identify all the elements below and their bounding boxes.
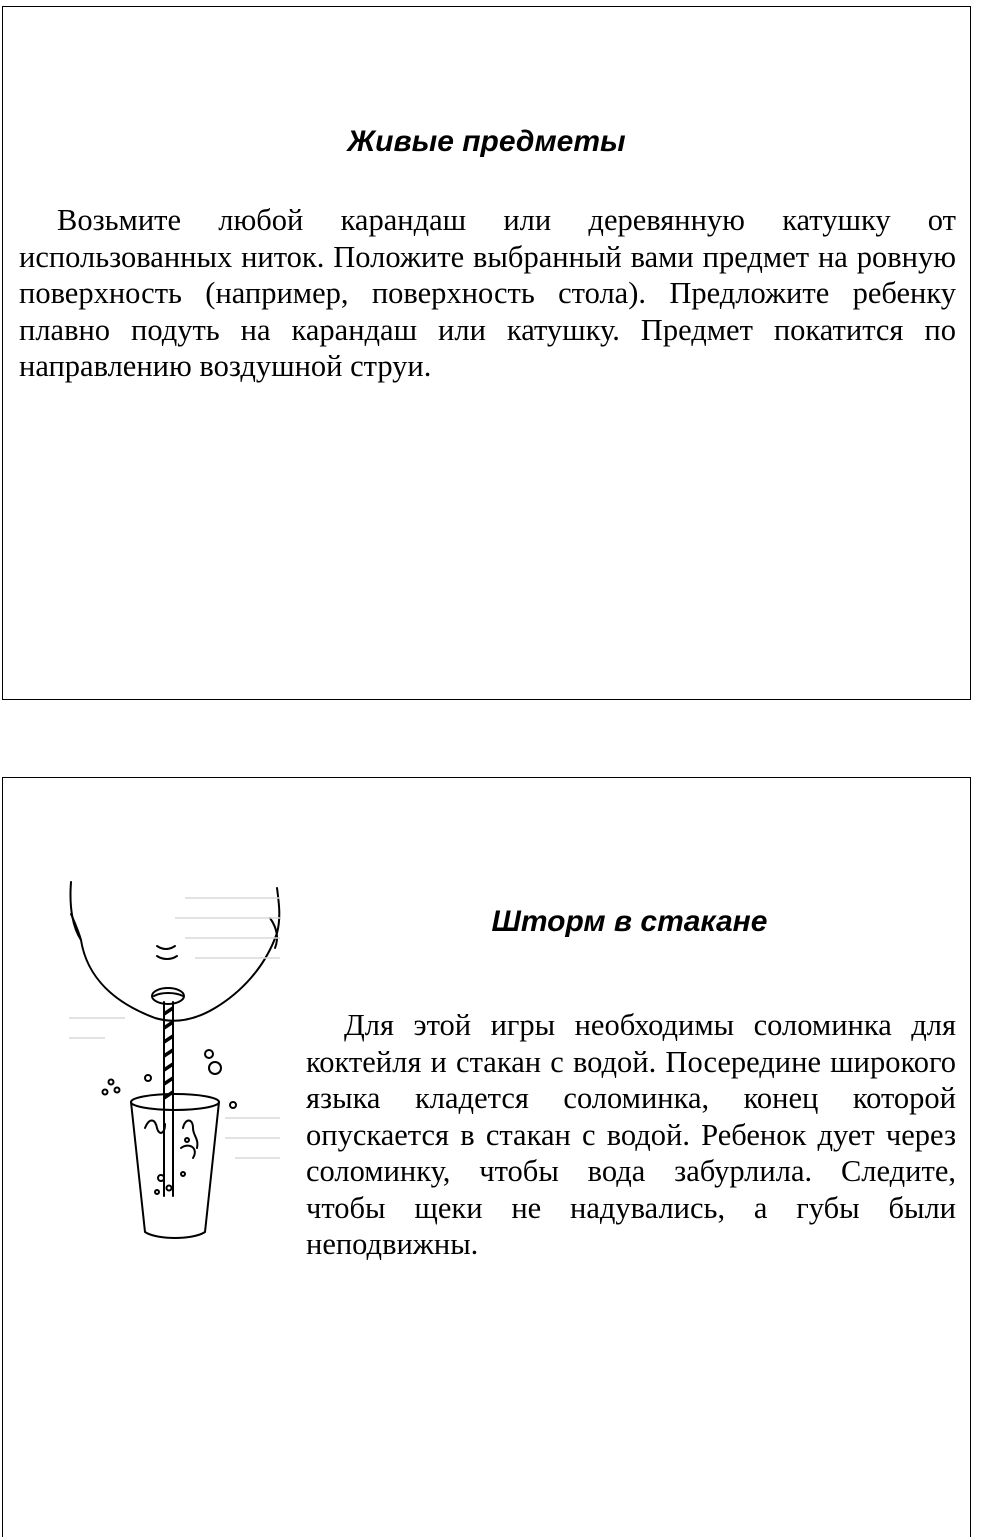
exercise-title: Шторм в стакане <box>491 905 768 938</box>
child-blowing-straw-illustration <box>65 878 285 1250</box>
head-left-outline <box>70 882 81 940</box>
exercise-card-living-objects <box>2 6 971 700</box>
exercise-description: Возьмите любой карандаш или деревянную катушку от использованных ниток. Положите выбранный вами предмет на ровную поверхность (например, поверхность стола). Предложите ребенку плавно подуть на карандаш или катушку. Предмет покатится по направлению воздушной струи. <box>19 203 956 383</box>
glass-body <box>131 1102 219 1238</box>
exercise-card-storm-in-glass <box>2 777 971 1537</box>
exercise-description: Для этой игры необходимы соломинка для коктейля и стакан с водой. Посередине широкого языка кладется соломинка, конец которой опускается в стакан с водой. Ребенок дует через соломинку, чтобы вода забурлила. Следите, чтобы щеки не надувались, а губы были неподвижны. <box>306 1008 956 1261</box>
exercise-title: Живые предметы <box>347 125 626 158</box>
glass-rim <box>131 1094 219 1110</box>
